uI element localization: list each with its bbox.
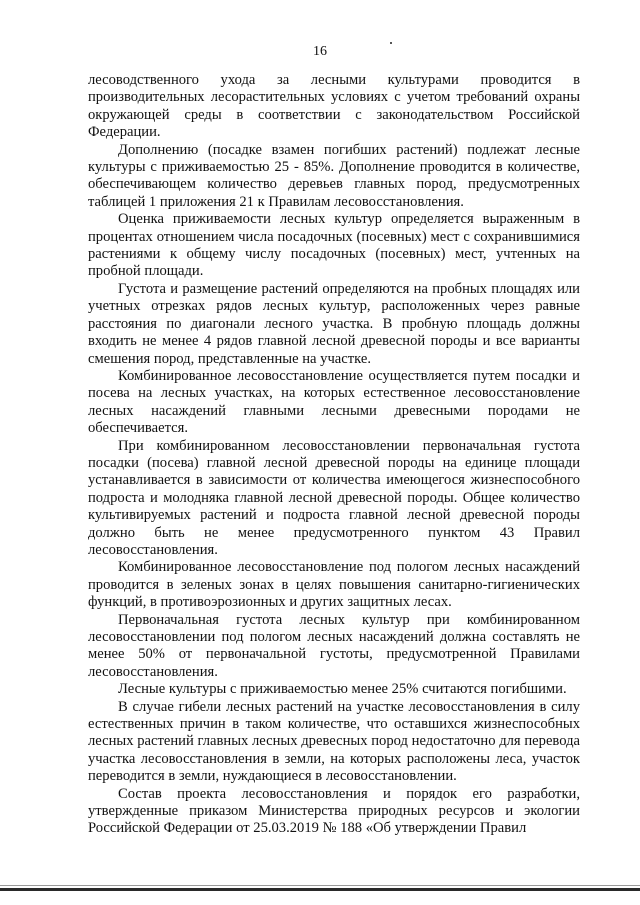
paragraph-dead-cultures: Лесные культуры с приживаемостью менее 25% считаются погибшими. [118,681,567,698]
document-body [88,72,580,838]
paragraph-survival-assessment: Оценка приживаемости лесных культур определяется выраженным в процентах отношением числа посадочных (посевных) мест с сохранившимися растениями к общему числу посадочных (посевных) мест, учтенных на пробной площади. [88,211,580,280]
paragraph-project-composition: Состав проекта лесовосстановления и порядок его разработки, утвержденные приказом Министерства природных ресурсов и экологии Российской Федерации от 25.03.2019 № 188 «Об утверждении Правил [88,785,580,837]
page-number: 16 [313,44,327,59]
paragraph-continuation: лесоводственного ухода за лесными культурами проводится в производительных лесорастительных условиях с учетом требований охраны окружающей среды в соответствии с законодательством Российской Федерации. [88,72,580,141]
scan-bottom-edge [0,888,640,891]
paragraph-plant-death: В случае гибели лесных растений на участке лесовосстановления в силу естественных причин в таком количестве, что оставшихся жизнеспособных лесных растений главных лесных древесных пород недостаточно для перевода участка лесовосстановления в земли, на которых расположены леса, участок переводится в земли, нуждающиеся в лесовосстановлении. [88,698,580,785]
paragraph-replenishment: Дополнению (посадке взамен погибших растений) подлежат лесные культуры с приживаемостью 25 - 85%. Дополнение проводится в количестве, обеспечивающем количество деревьев главных пород, предусмотренных таблицей 1 приложения 21 к Правилам лесовосстановления. [88,141,580,210]
paragraph-combined-restoration: Комбинированное лесовосстановление осуществляется путем посадки и посева на лесных участках, на которых естественное лесовосстановление лесных насаждений главными лесными древесными породами не обеспечивается. [88,367,580,437]
scan-edge-line [0,885,640,886]
paragraph-under-canopy: Комбинированное лесовосстановление под пологом лесных насаждений проводится в зеленых зонах в целях повышения санитарно-гигиенических функций, в противоэрозионных и других защитных лесах. [88,559,580,611]
paragraph-canopy-density: Первоначальная густота лесных культур при комбинированном лесовосстановлении под пологом лесных насаждений должна составлять не менее 50% от первоначальной густоты, предусмотренной Правилами лесовосстановления. [88,611,580,680]
paragraph-density: Густота и размещение растений определяются на пробных площадях или учетных отрезках рядов лесных культур, расположенных через равные расстояния по диагонали лесного участка. В пробную площадь должны входить не менее 4 рядов главной лесной древесной породы и все варианты смешения пород, представленные на участке. [88,280,580,367]
paragraph-initial-density: При комбинированном лесовосстановлении первоначальная густота посадки (посева) главной лесной древесной породы на единице площади устанавливается в зависимости от количества имеющегося жизнеспособного подроста и молодняка главной лесной древесной породы. Общее количество культивируемых растений и подроста главной лесной древесной породы должно быть не менее предусмотренного пунктом 43 Правил лесовосстановления. [88,437,580,558]
